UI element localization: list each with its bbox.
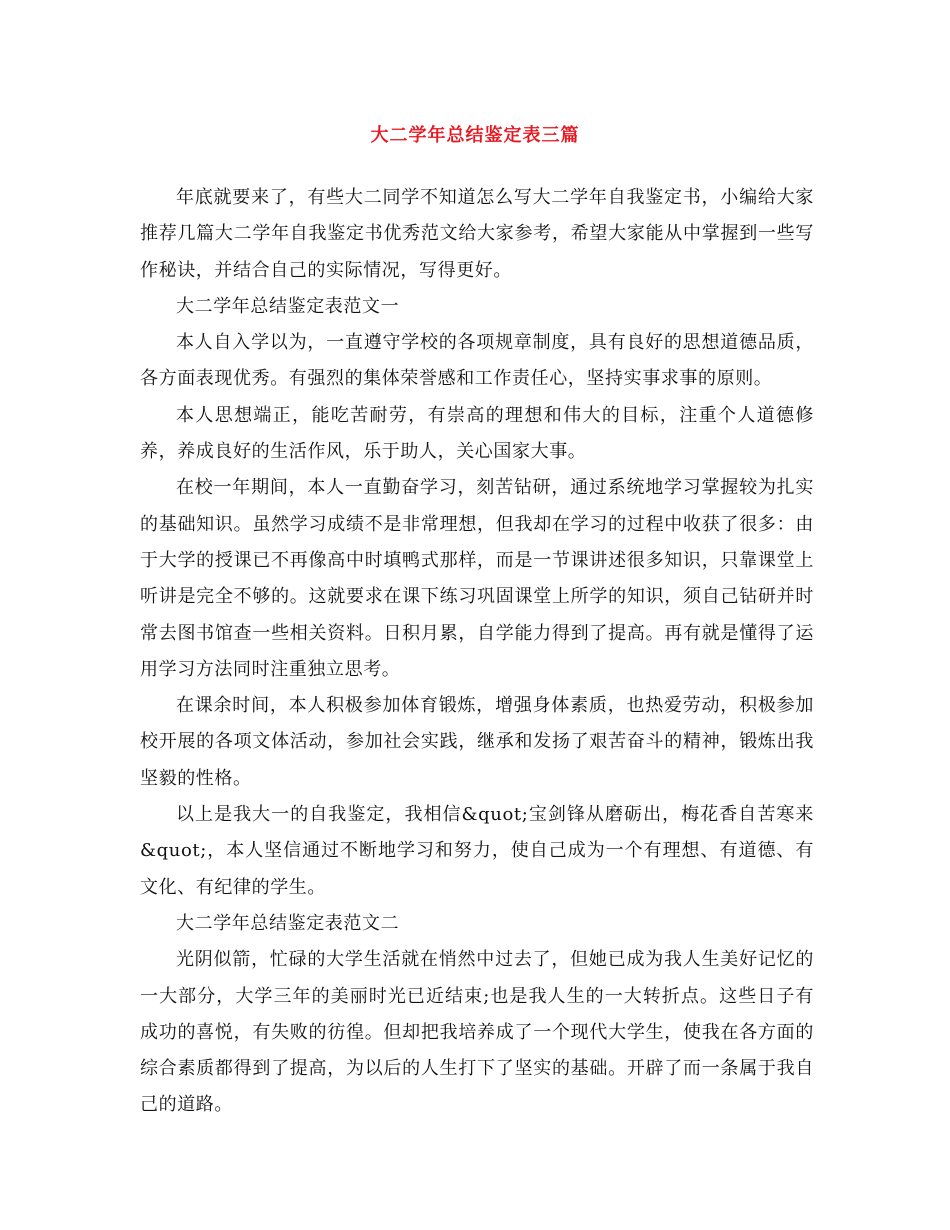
body-paragraph: 在校一年期间，本人一直勤奋学习，刻苦钻研，通过系统地学习掌握较为扎实的基础知识。虽然学习成绩不是非常理想，但我却在学习的过程中收获了很多：由于大学的授课已不再像高中时填鸭式那样，而是一节课讲述很多知识，只靠课堂上听讲是完全不够的。这就要求在课下练习巩固课堂上所学的知识，须自己钻研并时常去图书馆查一些相关资料。日积月累，自学能力得到了提高。再有就是懂得了运用学习方法同时注重独立思考。 (140, 477, 814, 680)
intro-paragraph: 年底就要来了，有些大二同学不知道怎么写大二学年自我鉴定书，小编给大家推荐几篇大二学年自我鉴定书优秀范文给大家参考，希望大家能从中掌握到一些写作秘诀，并结合自己的实际情况，写得更好。 (140, 187, 814, 281)
document-title: 大二学年总结鉴定表三篇 (370, 125, 580, 146)
section-heading-1: 大二学年总结鉴定表范文一 (176, 295, 400, 317)
body-paragraph: 以上是我大一的自我鉴定，我相信&quot;宝剑锋从磨砺出，梅花香自苦寒来&quot;，本人坚信通过不断地学习和努力，使自己成为一个有理想、有道德、有文化、有纪律的学生。 (140, 804, 814, 898)
document-body (140, 180, 814, 1124)
body-paragraph: 本人自入学以为，一直遵守学校的各项规章制度，具有良好的思想道德品质，各方面表现优秀。有强烈的集体荣誉感和工作责任心，坚持实事求事的原则。 (140, 332, 814, 390)
body-paragraph: 光阴似箭，忙碌的大学生活就在悄然中过去了，但她已成为我人生美好记忆的一大部分，大学三年的美丽时光已近结束;也是我人生的一大转折点。这些日子有成功的喜悦，有失败的彷徨。但却把我培养成了一个现代大学生，使我在各方面的综合素质都得到了提高，为以后的人生打下了坚实的基础。开辟了而一条属于我自己的道路。 (140, 949, 814, 1116)
body-paragraph: 本人思想端正，能吃苦耐劳，有崇高的理想和伟大的目标，注重个人道德修养，养成良好的生活作风，乐于助人，关心国家大事。 (140, 404, 814, 463)
body-paragraph: 在课余时间，本人积极参加体育锻炼，增强身体素质，也热爱劳动，积极参加校开展的各项文体活动，参加社会实践，继承和发扬了艰苦奋斗的精神，锻炼出我坚毅的性格。 (140, 695, 814, 789)
section-heading-2: 大二学年总结鉴定表范文二 (176, 912, 400, 934)
